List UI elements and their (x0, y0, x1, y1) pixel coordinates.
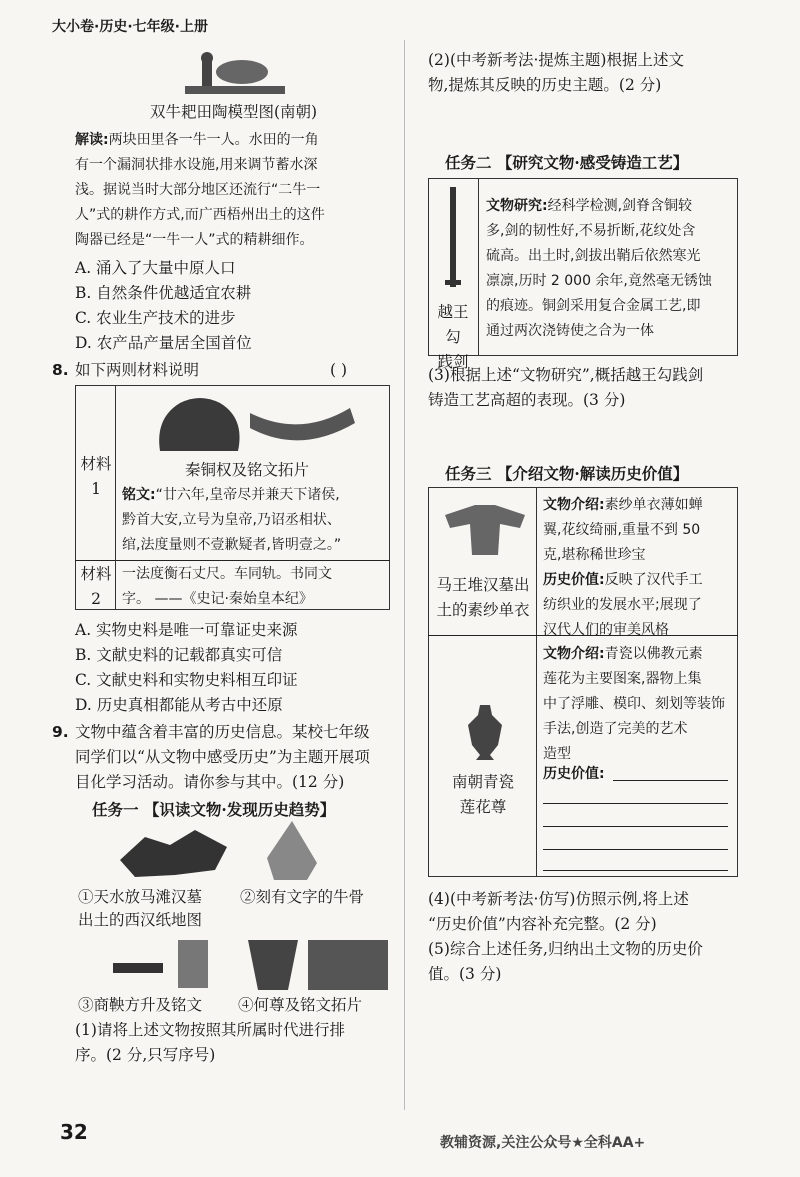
table-col-divider (115, 385, 116, 610)
sword-label: 越王勾 践剑 (437, 303, 469, 371)
research-text: 文物研究:经科学检测,剑脊含铜较 多,剑的韧性好,不易折断,花纹处含 硫高。出土时,剑拔出鞘后依然寒光 凛凛,历时 2 000 余年,竟然毫无锈蚀 的痕迹。铜剑采用复合金属工艺,即 通过两次浇铸使之合为一体 (486, 198, 712, 339)
task3-col-divider (536, 487, 537, 877)
paper-map-image (115, 825, 235, 880)
q9-2-text: (2)(中考新考法·提炼主题)根据上述文 物,提炼其反映的历史主题。(2 分) (428, 51, 684, 94)
option-b: B. 文献史料的记载都真实可信 (75, 646, 283, 664)
page-number: 32 (60, 1120, 88, 1144)
q8-number: 8. (52, 361, 69, 379)
answer-line-5[interactable] (543, 870, 728, 871)
answer-line-3[interactable] (543, 826, 728, 827)
answer-line-2[interactable] (543, 803, 728, 804)
task1-caption-1: ①天水放马滩汉墓 (78, 888, 203, 906)
q9-1-text: (1)请将上述文物按照其所属时代进行排 序。(2 分,只写序号) (75, 1021, 345, 1064)
sword-image (443, 185, 463, 300)
q9-3-text: (3)根据上述“文物研究”,概括越王勾践剑 铸造工艺高超的表现。(3 分) (428, 366, 704, 409)
item2-label: 南朝青瓷 莲花尊 (451, 773, 514, 816)
ox-plough-figurine-image (180, 50, 290, 98)
option-c: C. 文献史料和实物史料相互印证 (75, 671, 298, 689)
item1-intro: 文物介绍:素纱单衣薄如蝉 翼,花纹绮丽,重量不到 50 克,堪称稀世珍宝 (543, 497, 703, 563)
task1-artifacts-images (108, 935, 398, 993)
lotus-vessel-image (460, 700, 510, 762)
q9-4-text: (4)(中考新考法·仿写)仿照示例,将上述 “历史价值”内容补充完整。(2 分) (428, 890, 689, 933)
q9-5-text: (5)综合上述任务,归纳出土文物的历史价 值。(3 分) (428, 940, 703, 983)
page-header: 大小卷·历史·七年级·上册 (52, 19, 208, 35)
answer-line-4[interactable] (543, 849, 728, 850)
task1-caption-4: ④何尊及铭文拓片 (238, 996, 363, 1014)
q8-stem: 如下两则材料说明 (75, 361, 200, 379)
q9-stem: 文物中蕴含着丰富的历史信息。某校七年级 同学们以“从文物中感受历史”为主题开展项 目化学习活动。请你参与其中。(12 分) (75, 723, 370, 791)
task1-title: 任务一 【识读文物·发现历史趋势】 (92, 800, 336, 819)
figure-caption: 双牛耙田陶模型图(南朝) (150, 103, 318, 121)
watermark-text: 教辅资源,关注公众号★全科AA+ (440, 1135, 646, 1151)
task1-caption-1b: 出土的西汉纸地图 (78, 911, 203, 929)
material2-label: 材料 2 (80, 565, 112, 608)
q7-options (75, 256, 252, 356)
jiedu-paragraph: 解读:两块田里各一牛一人。水田的一角 有一个漏洞状排水设施,用来调节蓄水深 浅。据说当时大部分地区还流行“二牛一 人”式的耕作方式,而广西梧州出土的这件 陶器已经是“一牛一人”式的精耕细作。 (75, 132, 325, 248)
task1-caption-3: ③商鞅方升及铭文 (78, 996, 203, 1014)
table-row-divider (75, 560, 390, 561)
option-a: A. 涌入了大量中原人口 (75, 259, 236, 277)
item1-value: 历史价值:反映了汉代手工 纺织业的发展水平;展现了 汉代人们的审美风格 (543, 572, 703, 638)
jiedu-label: 解读: (75, 132, 109, 148)
q9-number: 9. (52, 723, 69, 741)
option-a: A. 实物史料是唯一可靠证史来源 (75, 621, 298, 639)
column-divider (404, 40, 405, 1110)
bronze-weight-image (150, 393, 360, 455)
option-d: D. 农产品产量居全国首位 (75, 334, 252, 352)
sword-box-divider (478, 178, 479, 356)
material1-caption: 秦铜权及铭文拓片 (185, 461, 310, 479)
q8-answer-paren: ( ) (330, 361, 348, 379)
task3-title: 任务三 【介绍文物·解读历史价值】 (445, 464, 689, 483)
mingwen-text: 铭文:“廿六年,皇帝尽并兼天下诸侯, 黔首大安,立号为皇帝,乃诏丞相状、 绾,法度量则不壹歉疑者,皆明壹之。” (122, 487, 342, 553)
material2-text: 一法度衡石丈尺。车同轨。书同文 字。 ——《史记·秦始皇本纪》 (122, 566, 332, 607)
task2-title: 任务二 【研究文物·感受铸造工艺】 (445, 153, 689, 172)
q8-options (75, 618, 298, 718)
oracle-bone-image (262, 818, 322, 883)
material1-label: 材料 1 (80, 455, 112, 498)
option-d: D. 历史真相都能从考古中还原 (75, 696, 283, 714)
answer-line-1[interactable] (613, 780, 728, 781)
option-b: B. 自然条件优越适宜农耕 (75, 284, 252, 302)
item1-label: 马王堆汉墓出 土的素纱单衣 (436, 576, 530, 619)
silk-robe-image (440, 500, 530, 560)
option-c: C. 农业生产技术的进步 (75, 309, 236, 327)
task1-caption-2: ②刻有文字的牛骨 (240, 888, 365, 906)
item2-intro: 文物介绍:青瓷以佛教元素 莲花为主要图案,器物上集 中了浮雕、模印、刻划等装饰 手法,创造了完美的艺术 造型 (543, 646, 725, 762)
item2-value-label: 历史价值: (543, 766, 605, 782)
